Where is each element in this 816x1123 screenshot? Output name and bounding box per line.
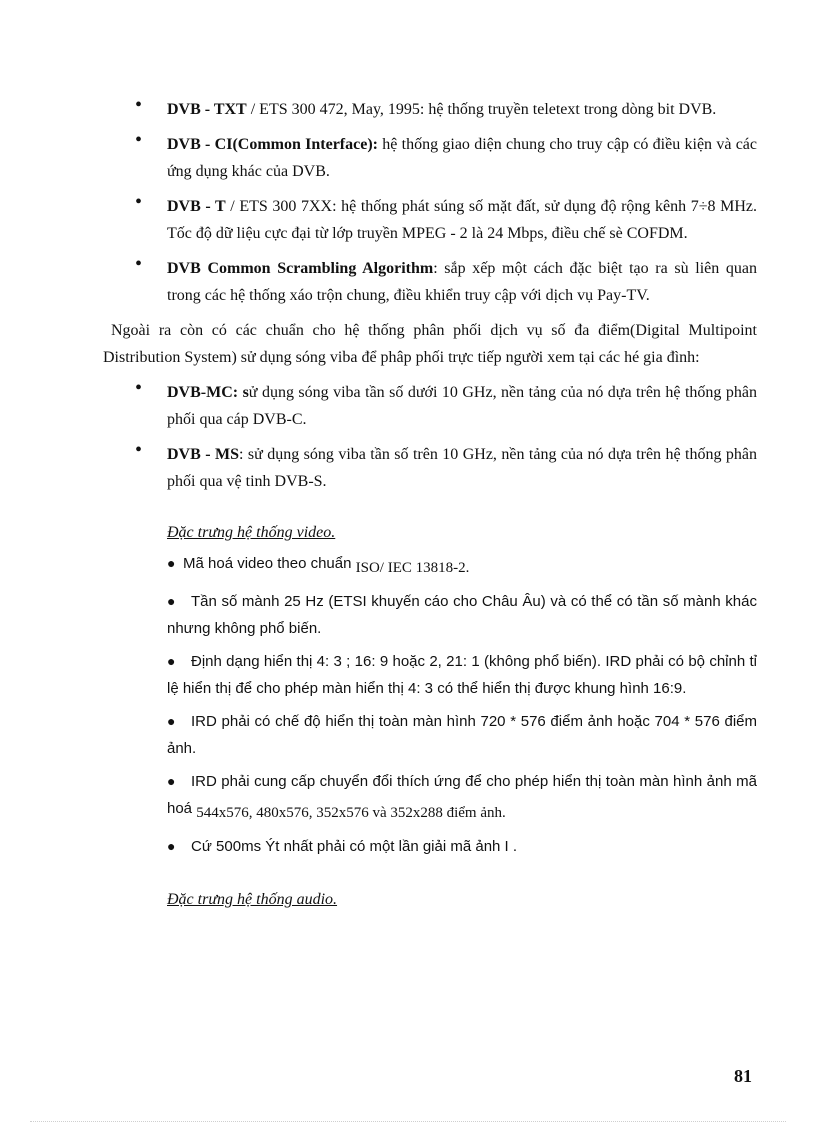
video-heading: Đặc trưng hệ thống video. (167, 524, 336, 541)
bullet-dvb-ms (135, 441, 757, 495)
page-content (103, 94, 758, 917)
bullet-icon: ● (167, 838, 176, 854)
video-bullet-text: IRD phải cung cấp chuyển đổi thích ứng để cho phép hiển thị toàn màn hình ảnh mã hoá (167, 773, 757, 817)
bullet-term: DVB - CI(Common Interface): (167, 136, 378, 153)
bullet-dvb-txt (135, 96, 757, 123)
video-bullet-text: Cứ 500ms Ýt nhất phải có một lần giải mã ảnh I . (191, 838, 518, 855)
footer-divider (30, 1121, 786, 1122)
bullet-icon: ● (167, 773, 176, 789)
bullet-term: DVB-MC: s (167, 384, 249, 401)
bullet-icon: ● (167, 713, 176, 729)
bullet-icon: ● (167, 555, 176, 571)
bullet-text: / ETS 300 472, May, 1995: hệ thống truyền teletext trong dòng bit DVB. (246, 101, 717, 118)
video-bullet (135, 768, 757, 827)
bullet-dvb-ci (135, 131, 757, 185)
video-bullet-standard: ISO/ IEC 13818-2. (355, 560, 470, 576)
bullet-term: DVB - TXT (167, 101, 247, 118)
bullet-text: / ETS 300 7XX: hệ thống phát súng số mặt đất, sử dụng độ rộng kênh 7÷8 MHz. Tốc độ dữ liệu cực đại từ lớp truyền MPEG - 2 là 24 Mbps, điều chế sè COFDM. (167, 198, 757, 242)
paragraph-mmds: Ngoài ra còn có các chuẩn cho hệ thống phân phối dịch vụ số đa điểm(Digital Multipoint Distribution System) sử dụng sóng viba để phâp phối trực tiếp người xem tại các hé gia đình: (103, 322, 757, 366)
bullet-term: DVB - T (167, 198, 226, 215)
bullet-icon: • (135, 439, 143, 461)
bullet-dvb-mc (135, 379, 757, 433)
video-bullet-text: Định dạng hiển thị 4: 3 ; 16: 9 hoặc 2, 21: 1 (không phổ biến). IRD phải có bộ chỉnh tỉ lệ hiển thị để cho phép màn hiển thị 4: 3 có thể hiển thị được khung hình 16:9. (167, 653, 757, 697)
bullet-text: hệ thống giao diện chung cho truy cập có điều kiện và các ứng dụng khác của DVB. (167, 136, 758, 180)
video-bullet-text: Tần số mành 25 Hz (ETSI khuyến cáo cho Châu Âu) và có thể có tần số mành khác nhưng không phổ biến. (167, 593, 757, 637)
audio-heading: Đặc trưng hệ thống audio. (167, 891, 338, 908)
bullet-icon: • (135, 253, 143, 275)
page-number: 81 (734, 1066, 752, 1086)
video-bullet (135, 550, 757, 582)
video-bullet (135, 648, 757, 702)
video-bullet (135, 833, 757, 860)
video-bullet (135, 708, 757, 762)
bullet-icon: • (135, 191, 143, 213)
video-bullet (135, 588, 757, 642)
video-bullet-text: IRD phải có chế độ hiển thị toàn màn hình 720 * 576 điểm ảnh hoặc 704 * 576 điểm ảnh. (167, 713, 757, 757)
video-bullet-text: Mã hoá video theo chuẩn (183, 555, 356, 572)
bullet-text: : sắp xếp một cách đặc biệt tạo ra sù liên quan trong các hệ thống xáo trộn chung, điều khiển truy cập với dịch vụ Pay-TV. (167, 260, 757, 304)
bullet-icon: • (135, 129, 143, 151)
bullet-icon: • (135, 377, 143, 399)
bullet-term: DVB - MS (167, 446, 239, 463)
bullet-text: : sử dụng sóng viba tần số trên 10 GHz, nền tảng của nó dựa trên hệ thống phân phối qua vệ tinh DVB-S. (167, 446, 758, 490)
bullet-icon: • (135, 94, 143, 116)
video-bullet-resolutions: 544x576, 480x576, 352x576 và 352x288 điểm ảnh. (196, 805, 506, 821)
bullet-icon: ● (167, 653, 176, 669)
bullet-term: DVB Common Scrambling Algorithm (167, 260, 434, 277)
bullet-icon: ● (167, 593, 176, 609)
bullet-dvb-csa (135, 255, 757, 309)
bullet-dvb-t (135, 193, 757, 247)
bullet-text: ử dụng sóng viba tần số dưới 10 GHz, nền tảng của nó dựa trên hệ thống phân phối qua cáp DVB-C. (167, 384, 757, 428)
